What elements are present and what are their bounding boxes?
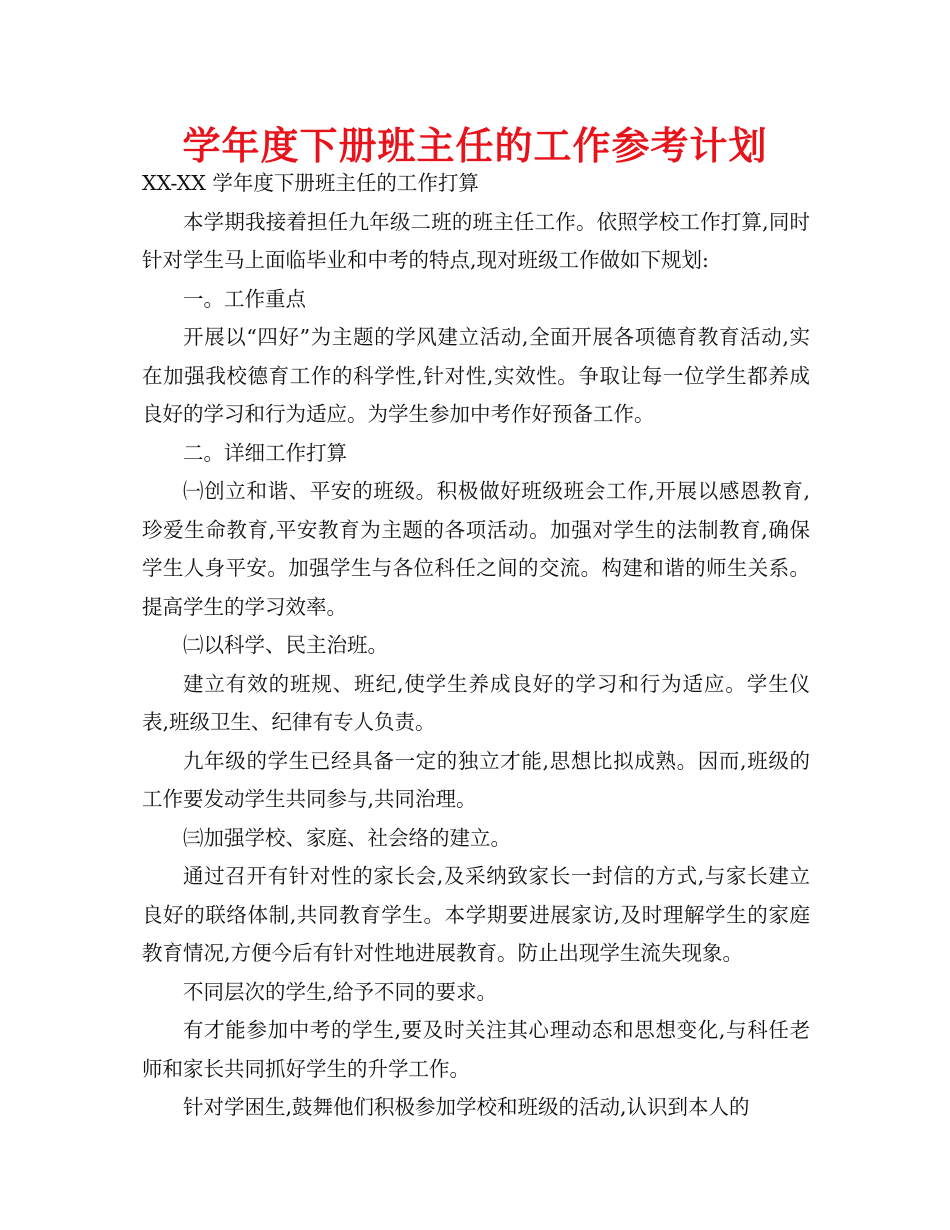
body-paragraph: ㈠创立和谐、平安的班级。积极做好班级班会工作,开展以感恩教育,珍爱生命教育,平安教育为主题的各项活动。加强对学生的法制教育,确保学生人身平安。加强学生与各位科任之间的交流。构建和谐的师生关系。提高学生的学习效率。 (142, 479, 810, 619)
body-paragraph: 有才能参加中考的学生,要及时关注其心理动态和思想变化,与科任老师和家长共同抓好学生的升学工作。 (142, 1018, 810, 1081)
body-paragraph: 针对学困生,鼓舞他们积极参加学校和班级的活动,认识到本人的 (183, 1095, 750, 1119)
subtitle-paragraph: XX-XX 学年度下册班主任的工作打算 (142, 171, 479, 195)
body-paragraph: 九年级的学生已经具备一定的独立才能,思想比拟成熟。因而,班级的工作要发动学生共同参与,共同治理。 (142, 748, 810, 811)
body-paragraph: 本学期我接着担任九年级二班的班主任工作。依照学校工作打算,同时针对学生马上面临毕业和中考的特点,现对班级工作做如下规划: (142, 209, 810, 272)
body-paragraph: 不同层次的学生,给予不同的要求。 (183, 979, 498, 1004)
subsection-heading: ㈢加强学校、家庭、社会络的建立。 (183, 825, 511, 850)
subsection-heading: ㈡以科学、民主治班。 (183, 633, 388, 657)
document-title: 学年度下册班主任的工作参考计划 (182, 124, 768, 168)
body-paragraph: 建立有效的班规、班纪,使学生养成良好的学习和行为适应。学生仪表,班级卫生、纪律有专人负责。 (142, 671, 810, 734)
body-paragraph: 开展以“四好”为主题的学风建立活动,全面开展各项德育教育活动,实在加强我校德育工作的科学性,针对性,实效性。争取让每一位学生都养成良好的学习和行为适应。为学生参加中考作好预备工作。 (142, 325, 810, 426)
section-heading: 一。工作重点 (183, 286, 306, 311)
section-heading: 二。详细工作打算 (183, 440, 347, 465)
document-body (142, 164, 810, 1127)
body-paragraph: 通过召开有针对性的家长会,及采纳致家长一封信的方式,与家长建立良好的联络体制,共同教育学生。本学期要进展家访,及时理解学生的家庭教育情况,方便今后有针对性地进展教育。防止出现学生流失现象。 (142, 864, 810, 965)
